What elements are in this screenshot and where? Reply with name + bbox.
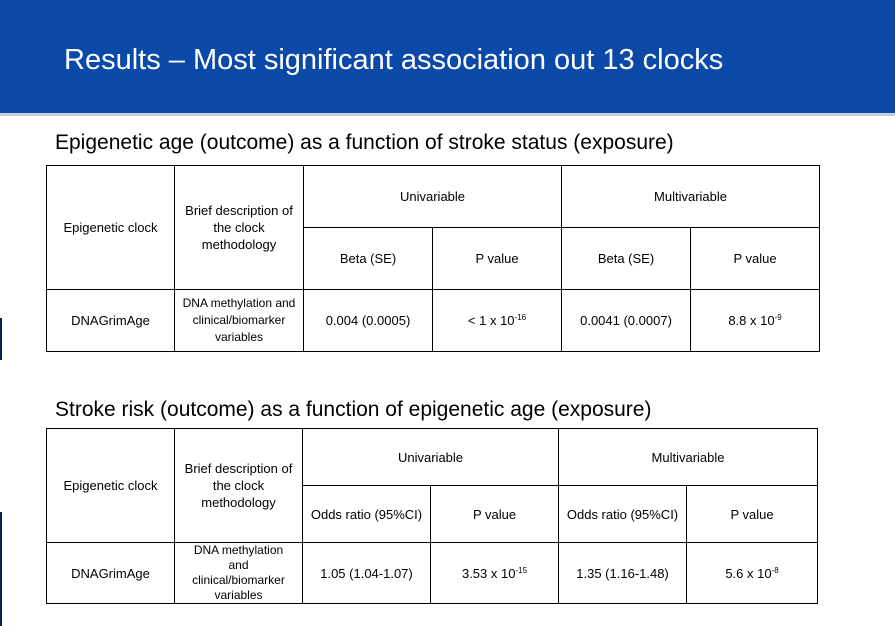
cell-uni-p-value (431, 543, 559, 604)
header-multi-p-value: P value (691, 228, 820, 290)
header-multi-p-value: P value (687, 486, 818, 543)
header-multi-beta: Beta (SE) (562, 228, 691, 290)
p-value-exponent: -16 (514, 313, 527, 322)
left-edge-marker (0, 318, 2, 360)
header-uni-odds-ratio: Odds ratio (95%CI) (303, 486, 431, 543)
table-row (47, 543, 818, 604)
cell-clock-description: DNA methylation and clinical/biomarker variables (175, 290, 304, 352)
cell-clock-name: DNAGrimAge (47, 543, 175, 604)
cell-uni-odds-ratio: 1.05 (1.04-1.07) (303, 543, 431, 604)
header-multivariable: Multivariable (559, 429, 818, 486)
banner-divider (0, 113, 895, 116)
results-table-2 (46, 428, 818, 604)
results-table-1 (46, 165, 820, 352)
cell-clock-name: DNAGrimAge (47, 290, 175, 352)
header-univariable: Univariable (304, 166, 562, 228)
title-banner (0, 0, 895, 113)
cell-multi-beta: 0.0041 (0.0007) (562, 290, 691, 352)
table-header-row (47, 429, 818, 486)
cell-uni-p-value (433, 290, 562, 352)
header-multi-odds-ratio: Odds ratio (95%CI) (559, 486, 687, 543)
p-value-exponent: -8 (771, 565, 779, 575)
table-header-row (47, 166, 820, 228)
p-value-base: < 1 x 10 (467, 313, 515, 328)
cell-multi-p-value (687, 543, 818, 604)
p-value-exponent: -15 (515, 565, 528, 575)
header-clock-description: Brief description of the clock methodology (175, 166, 304, 290)
slide-title: Results – Most significant association out 13 clocks (64, 44, 724, 76)
left-edge-marker (0, 512, 2, 626)
header-clock-description: Brief description of the clock methodology (175, 429, 303, 543)
section-title-epigenetic-exposure: Stroke risk (outcome) as a function of epigenetic age (exposure) (55, 398, 652, 421)
cell-clock-description: DNA methylation and clinical/biomarker variables (175, 543, 303, 604)
header-uni-p-value: P value (431, 486, 559, 543)
p-value-base: 3.53 x 10 (461, 565, 516, 581)
header-epigenetic-clock: Epigenetic clock (47, 166, 175, 290)
p-value-base: 8.8 x 10 (728, 313, 775, 328)
section-title-stroke-exposure: Epigenetic age (outcome) as a function of stroke status (exposure) (55, 131, 674, 154)
header-uni-beta: Beta (SE) (304, 228, 433, 290)
table-row (47, 290, 820, 352)
cell-multi-p-value (691, 290, 820, 352)
p-value-base: 5.6 x 10 (725, 565, 772, 581)
header-uni-p-value: P value (433, 228, 562, 290)
p-value-exponent: -9 (774, 313, 782, 322)
cell-multi-odds-ratio: 1.35 (1.16-1.48) (559, 543, 687, 604)
header-univariable: Univariable (303, 429, 559, 486)
cell-uni-beta: 0.004 (0.0005) (304, 290, 433, 352)
header-epigenetic-clock: Epigenetic clock (47, 429, 175, 543)
header-multivariable: Multivariable (562, 166, 820, 228)
